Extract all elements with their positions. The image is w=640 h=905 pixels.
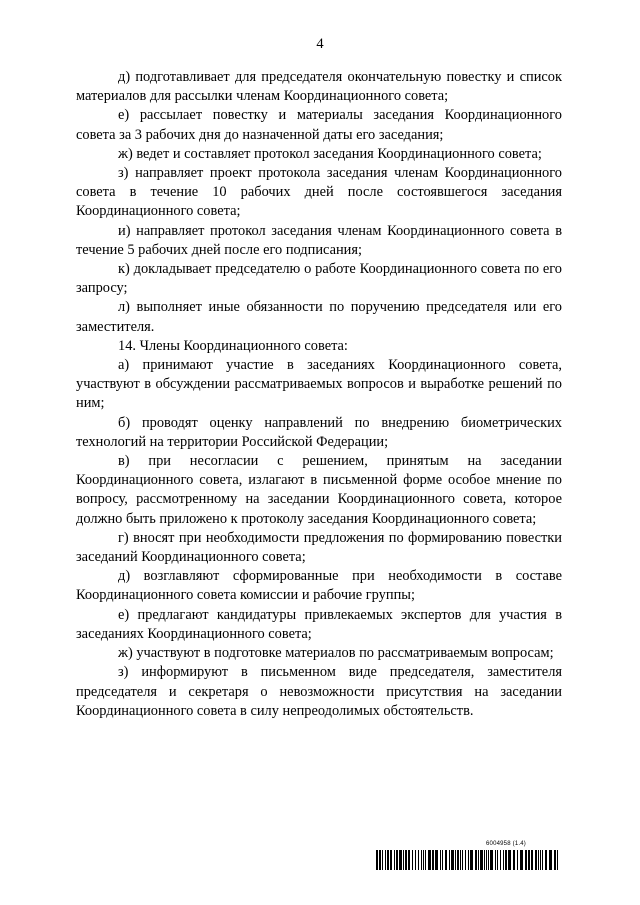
paragraph-item-z-secretary: з) направляет проект протокола заседания членам Координационного совета в течение 10 рабочих дней после состоявшегося заседания Координационного совета;	[76, 165, 562, 220]
paragraph-item-zh-secretary: ж) ведет и составляет протокол заседания Координационного совета;	[118, 145, 542, 162]
document-code: 6004958 (1.4)	[486, 841, 526, 847]
paragraph-item-v-members: в) при несогласии с решением, принятым на заседании Координационного совета, излагают в письменной форме особое мнение по вопросу, рассмотренному на заседании Координационного совета, которое должно быть приложено к протоколу заседания Координационного совета;	[76, 453, 562, 527]
paragraph-item-e-members: е) предлагают кандидатуры привлекаемых экспертов для участия в заседаниях Координационного совета;	[76, 606, 562, 642]
paragraph-item-d-secretary: д) подготавливает для председателя окончательную повестку и список материалов для рассылки членам Координационного совета;	[76, 69, 562, 105]
paragraph-item-b-members: б) проводят оценку направлений по внедрению биометрических технологий на территории Российской Федерации;	[76, 414, 562, 450]
paragraph-item-k-secretary: к) докладывает председателю о работе Координационного совета по его запросу;	[76, 261, 562, 297]
paragraph-item-z-members: з) информируют в письменном виде председателя, заместителя председателя и секретаря о невозможности присутствия на заседании Координационного совета в силу непреодолимых обстоятельств.	[76, 664, 562, 719]
paragraph-item-a-members: а) принимают участие в заседаниях Координационного совета, участвуют в обсуждении рассматриваемых вопросов и выработке решений по ним;	[76, 357, 562, 412]
document-body	[76, 68, 562, 721]
paragraph-item-e-secretary: е) рассылает повестку и материалы заседания Координационного совета за 3 рабочих дня до назначенной даты его заседания;	[76, 107, 562, 143]
paragraph-item-g-members: г) вносят при необходимости предложения по формированию повестки заседаний Координационного совета;	[76, 529, 562, 566]
barcode-icon	[376, 850, 560, 870]
paragraph-item-zh-members: ж) участвуют в подготовке материалов по рассматриваемым вопросам;	[118, 645, 554, 662]
page-number: 4	[316, 36, 324, 52]
paragraph-item-i-secretary: и) направляет протокол заседания членам Координационного совета в течение 5 рабочих дней после его подписания;	[76, 222, 562, 258]
paragraph-item-l-secretary: л) выполняет иные обязанности по поручению председателя или его заместителя.	[76, 299, 562, 335]
section-heading-14: 14. Члены Координационного совета:	[118, 337, 348, 354]
paragraph-item-d-members: д) возглавляют сформированные при необходимости в составе Координационного совета комиссии и рабочие группы;	[76, 568, 562, 604]
